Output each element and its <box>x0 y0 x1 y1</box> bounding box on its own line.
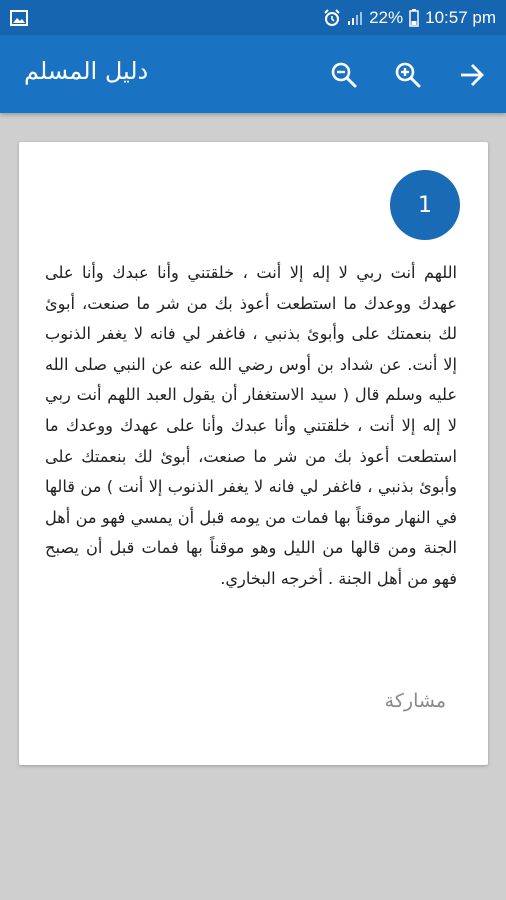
app-actions <box>324 55 492 95</box>
hadith-card <box>19 142 488 765</box>
zoom-out-button[interactable] <box>324 55 364 95</box>
forward-arrow-icon <box>458 61 486 89</box>
hadith-text: اللهم أنت ربي لا إله إلا أنت ، خلقتني وأنا عبدك وأنا على عهدك ووعدك ما استطعت أعوذ بك من شر ما صنعت، أبوئ لك بنعمتك على وأبوئ بذنبي ، فاغفر لي فانه لا يغفر الذنوب إلا أنت. عن شداد بن أوس رضي الله عنه عن النبي صلى الله عليه وسلم قال ( سيد الاستغفار أن يقول العبد اللهم أنت ربي لا إله إلا أنت ، خلقتني وأنا عبدك وأنا على عهدك ووعدك ما استطعت أعوذ بك من شر ما صنعت، أبوئ لك بنعمتك على وأبوئ بذنبي ، فاغفر لي فانه لا يغفر الذنوب إلا أنت ) من قالها في النهار موقناً بها فمات من يومه قبل أن يمسي فهو من أهل الجنة ومن قالها من الليل وهو موقناً بها فمات قبل أن يصبح فهو من أهل الجنة . أخرجه البخاري. <box>45 263 457 588</box>
gallery-icon <box>10 10 28 26</box>
clock-time: 10:57 pm <box>425 7 496 27</box>
hadith-number-badge: 1 <box>390 170 460 240</box>
forward-button[interactable] <box>452 55 492 95</box>
battery-percent: 22% <box>369 7 404 27</box>
share-button[interactable]: مشاركة <box>384 690 446 712</box>
app-bar <box>0 35 506 113</box>
alarm-icon <box>323 9 341 27</box>
zoom-in-button[interactable] <box>388 55 428 95</box>
zoom-in-icon <box>394 61 422 89</box>
zoom-out-icon <box>330 61 358 89</box>
battery-icon <box>409 9 419 27</box>
signal-icon <box>347 10 363 26</box>
app-title: دليل المسلم <box>24 57 149 85</box>
status-bar <box>0 0 506 35</box>
